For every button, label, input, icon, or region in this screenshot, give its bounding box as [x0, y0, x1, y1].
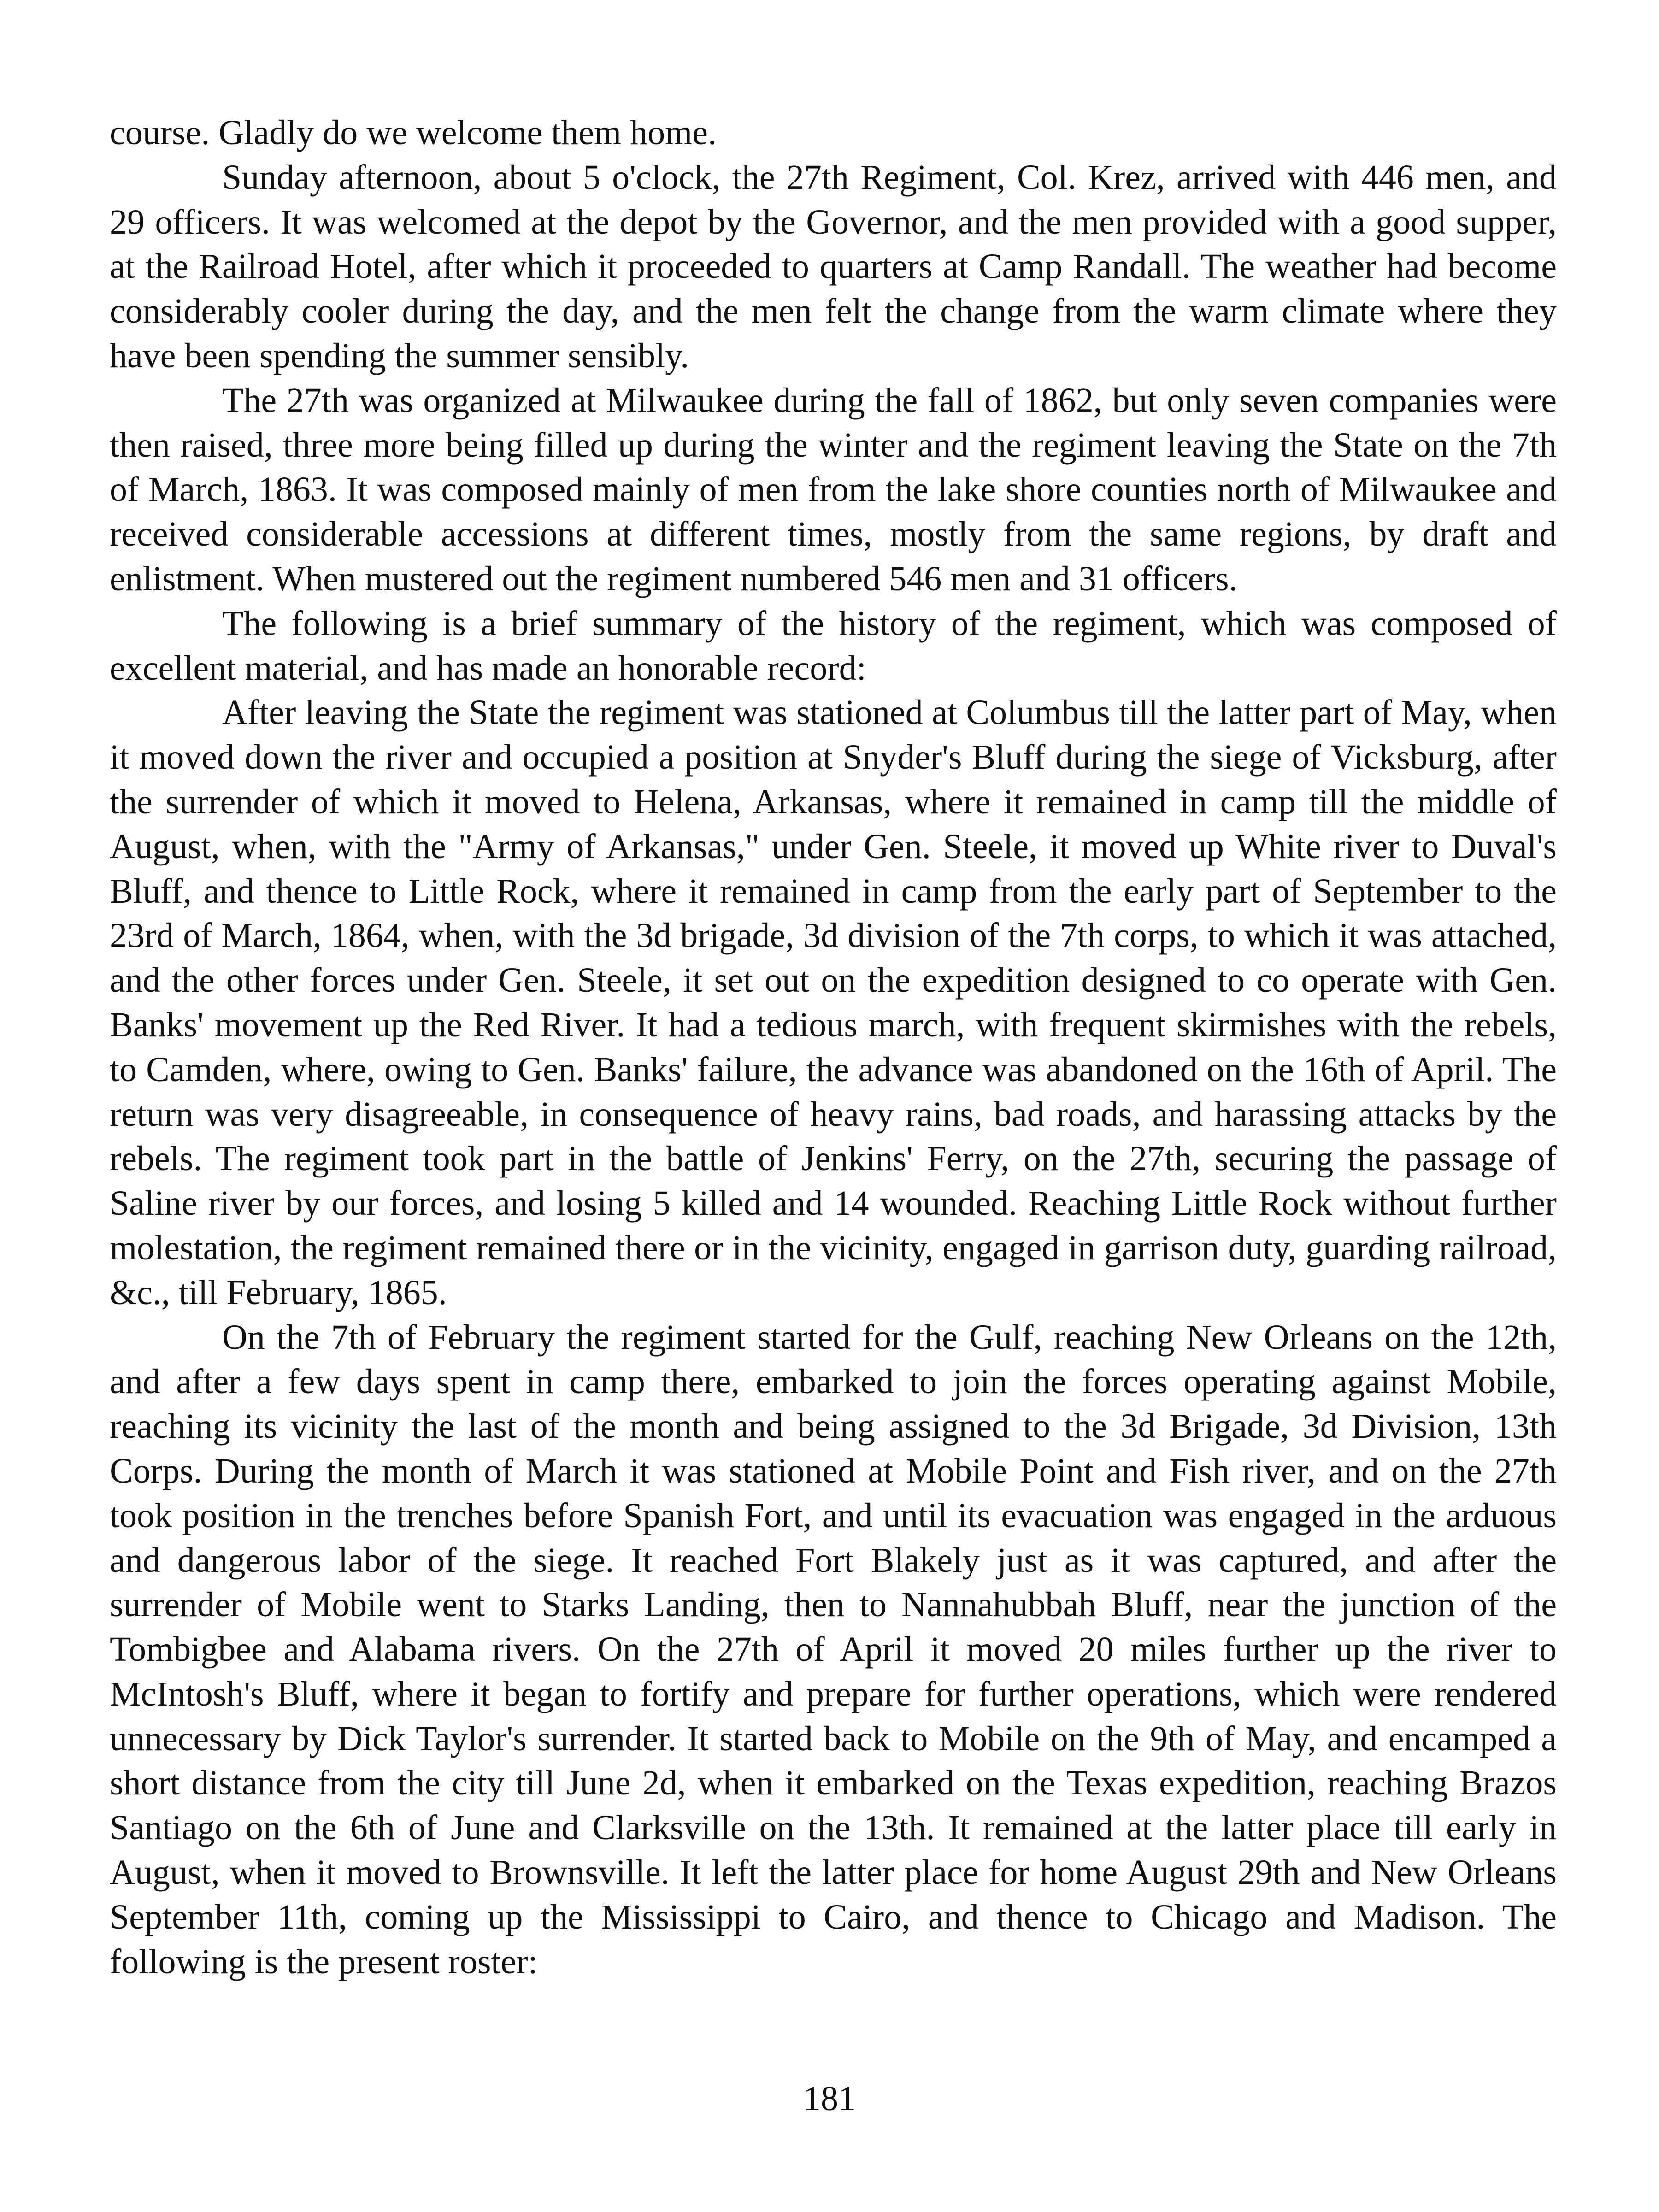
paragraph-gulf-campaign: On the 7th of February the regiment started for the Gulf, reaching New Orleans on the 12th, and after a few days spent in camp there, embarked to join the forces operating against Mobile, reaching its vicinity the last of the month and being assigned to the 3d Brigade, 3d Division, 13th Corps. During the month of March it was stationed at Mobile Point and Fish river, and on the 27th took position in the trenches before Spanish Fort, and until its evacuation was engaged in the arduous and dangerous labor of the siege. It reached Fort Blakely just as it was captured, and after the surrender of Mobile went to Starks Landing, then to Nannahubbah Bluff, near the junction of the Tombigbee and Alabama rivers. On the 27th of April it moved 20 miles further up the river to McIntosh's Bluff, where it began to fortify and prepare for further operations, which were rendered unnecessary by Dick Taylor's surrender. It started back to Mobile on the 9th of May, and encamped a short distance from the city till June 2d, when it embarked on the Texas expedition, reaching Brazos Santiago on the 6th of June and Clarksville on the 13th. It remained at the latter place till early in August, when it moved to Brownsville. It left the latter place for home August 29th and New Orleans September 11th, coming up the Mississippi to Cairo, and thence to Chicago and Madison. The following is the present roster: — [110, 1318, 1557, 1981]
paragraph-arrival: Sunday afternoon, about 5 o'clock, the 27th Regiment, Col. Krez, arrived with 446 men, and 29 officers. It was welcomed at the depot by the Governor, and the men provided with a good supper, at the Railroad Hotel, after which it proceeded to quarters at Camp Randall. The weather had become considerably cooler during the day, and the men felt the change from the warm climate where they have been spending the summer sensibly. — [110, 158, 1557, 375]
body-text — [110, 111, 1557, 1984]
page-number: 181 — [803, 2079, 856, 2118]
paragraph-arkansas-campaign: After leaving the State the regiment was stationed at Columbus till the latter part of May, when it moved down the river and occupied a position at Snyder's Bluff during the siege of Vicksburg, after the surrender of which it moved to Helena, Arkansas, where it remained in camp till the middle of August, when, with the "Army of Arkansas," under Gen. Steele, it moved up White river to Duval's Bluff, and thence to Little Rock, where it remained in camp from the early part of September to the 23rd of March, 1864, when, with the 3d brigade, 3d division of the 7th corps, to which it was attached, and the other forces under Gen. Steele, it set out on the expedition designed to co operate with Gen. Banks' movement up the Red River. It had a tedious march, with frequent skirmishes with the rebels, to Camden, where, owing to Gen. Banks' failure, the advance was abandoned on the 16th of April. The return was very disagreeable, in consequence of heavy rains, bad roads, and harassing attacks by the rebels. The regiment took part in the battle of Jenkins' Ferry, on the 27th, securing the passage of Saline river by our forces, and losing 5 killed and 14 wounded. Reaching Little Rock without further molestation, the regiment remained there or in the vicinity, engaged in garrison duty, guarding railroad, &c., till February, 1865. — [110, 693, 1557, 1312]
paragraph-summary-intro: The following is a brief summary of the history of the regiment, which was composed of excellent material, and has made an honorable record: — [110, 604, 1557, 688]
paragraph-continuation: course. Gladly do we welcome them home. — [110, 113, 717, 152]
paragraph-organization: The 27th was organized at Milwaukee during the fall of 1862, but only seven companies were then raised, three more being filled up during the winter and the regiment leaving the State on the 7th of March, 1863. It was composed mainly of men from the lake shore counties north of Milwaukee and received considerable accessions at different times, mostly from the same regions, by draft and enlistment. When mustered out the regiment numbered 546 men and 31 officers. — [110, 381, 1557, 598]
